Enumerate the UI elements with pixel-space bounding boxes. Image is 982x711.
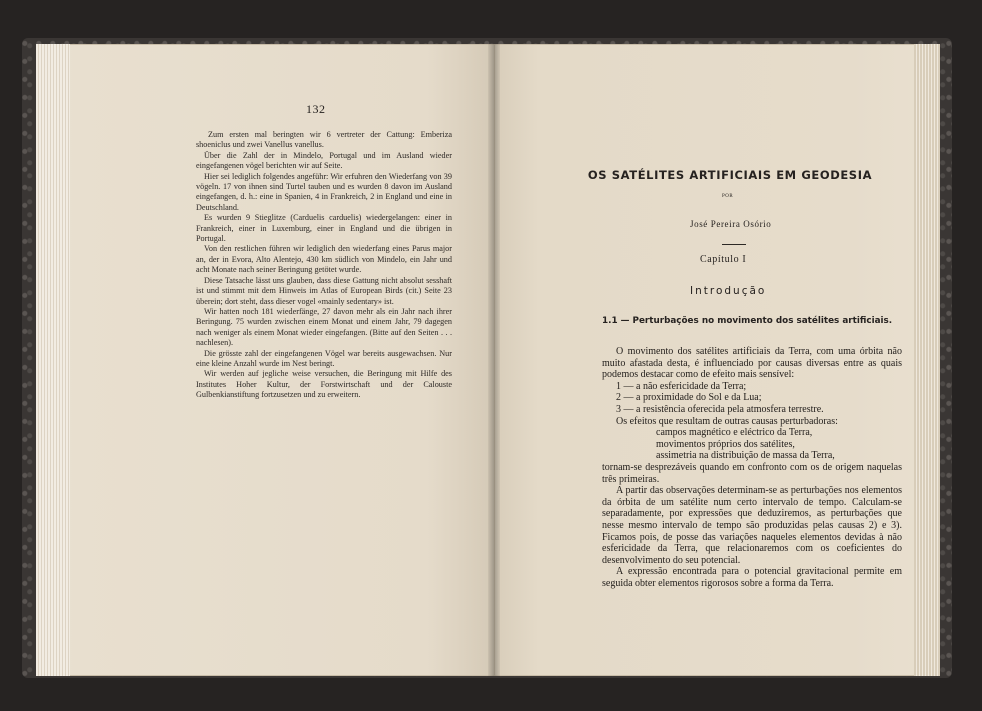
paragraph: Hier sei lediglich folgendes angeführ: Wir erfuhren den Wiederfang von 39 vögeln. 17 von ihnen sind Turtel tauben und es wurden 8 davon im Ausland eingefangen, d. h.: eine in Spanien, 4 in Frankreich, 2 in England und eine in Deutschland.	[196, 171, 452, 212]
chapter-heading: Capítulo I	[700, 254, 747, 265]
article-body	[602, 346, 902, 589]
list-item: assimetria na distribuição de massa da Terra,	[656, 450, 835, 462]
paragraph: Die grösste zahl der eingefangenen Vögel war bereits ausgewachsen. Nur eine kleine Anzahl wurde im Nest beringt.	[196, 348, 452, 368]
list-item: 1 — a não esfericidade da Terra;	[616, 380, 747, 392]
list-item: movimentos próprios dos satélites,	[656, 438, 795, 450]
list-item: 3 — a resistência oferecida pela atmosfera terrestre.	[616, 403, 824, 415]
left-page	[36, 44, 496, 676]
paragraph: Es wurden 9 Stieglitze (Carduelis carduelis) wiedergelangen: einer in Frankreich, einer in Luxemburg, einer in England und die übrigen in Portugal.	[196, 213, 452, 244]
author-name: José Pereira Osório	[690, 219, 772, 229]
article-title: OS SATÉLITES ARTIFICIAIS EM GEODESIA	[587, 168, 873, 182]
paragraph: Os efeitos que resultam de outras causas perturbadoras:	[616, 415, 838, 427]
paragraph: Wir werden auf jegliche weise versuchen, die Beringung mit Hilfe des Institutes Hoher Kultur, der Forstwirtschaft und der Calouste Gulbenkianstiftung fortzusetzen und zu erweitern.	[196, 369, 452, 400]
divider	[722, 244, 746, 245]
book-gutter	[488, 44, 500, 676]
subsection-heading: 1.1 — Perturbações no movimento dos satélites artificiais.	[602, 316, 893, 326]
page-number: 132	[306, 102, 326, 116]
paragraph: Wir hatten noch 181 wiederfänge, 27 davon mehr als ein Jahr nach ihrer Beringung. 75 wurden zwischen einem Monat und einem Jahr, 79 dagegen nach weniger als einem Monat wieder eingefangen. (Bitte auf den Seiten . . . nachlesen).	[196, 306, 452, 348]
left-page-text	[196, 130, 452, 401]
byline-por: POR	[722, 194, 734, 199]
paragraph: A expressão encontrada para o potencial gravitacional permite em seguida obter elementos rigorosos sobre a forma da Terra.	[602, 566, 902, 589]
paragraph: Diese Tatsache lässt uns glauben, dass diese Gattung nicht absolut sesshaft ist und stimmt mit dem Hinweis im Atlas of European Birds (cit.) Seite 23 überein; dort steht, dass dieser vogel «mainly sedentary» ist.	[196, 275, 452, 306]
page-edges	[914, 44, 940, 676]
paragraph: Zum ersten mal beringten wir 6 vertreter der Cattung: Emberiza shoeniclus und zwei Vanellus vanellus.	[196, 130, 452, 150]
paragraph: tornam-se desprezáveis quando em confronto com os de origem naquelas três primeiras.	[602, 461, 902, 485]
right-page	[494, 44, 940, 676]
list-item: 2 — a proximidade do Sol e da Lua;	[616, 392, 762, 404]
paragraph: Von den restlichen führen wir lediglich den wiederfang eines Parus major an, der in Evora, Alto Alentejo, 430 km südlich von Mindelo, ein Jahr und acht Monate nach seiner Beringung getötet wurde.	[196, 244, 452, 275]
list-item: campos magnético e eléctrico da Terra,	[656, 427, 813, 439]
paragraph: O movimento dos satélites artificiais da Terra, com uma órbita não muito afastada desta, é influenciado por causas diversas entre as quais podemos destacar como de efeito mais sensível:	[602, 346, 902, 381]
paragraph: Über die Zahl der in Mindelo, Portugal und im Ausland wieder eingefangenen vögel berichten wir auf Seite.	[196, 150, 452, 171]
paragraph: A partir das observações determinam-se as perturbações nos elementos da órbita de um satélite num certo intervalo de tempo. Calculam-se separadamente, por expressões que deduziremos, as perturbações que nesse mesmo intervalo de tempo são produzidas pelas causas 2) e 3). Ficamos pois, de posse das variações naqueles elementos devidas à não esfericidade da Terra, que relacionaremos com os coeficientes do desenvolvimento do seu potencial.	[602, 485, 902, 566]
section-heading: Introdução	[690, 285, 767, 297]
open-book	[36, 44, 940, 676]
page-edges	[36, 44, 70, 676]
